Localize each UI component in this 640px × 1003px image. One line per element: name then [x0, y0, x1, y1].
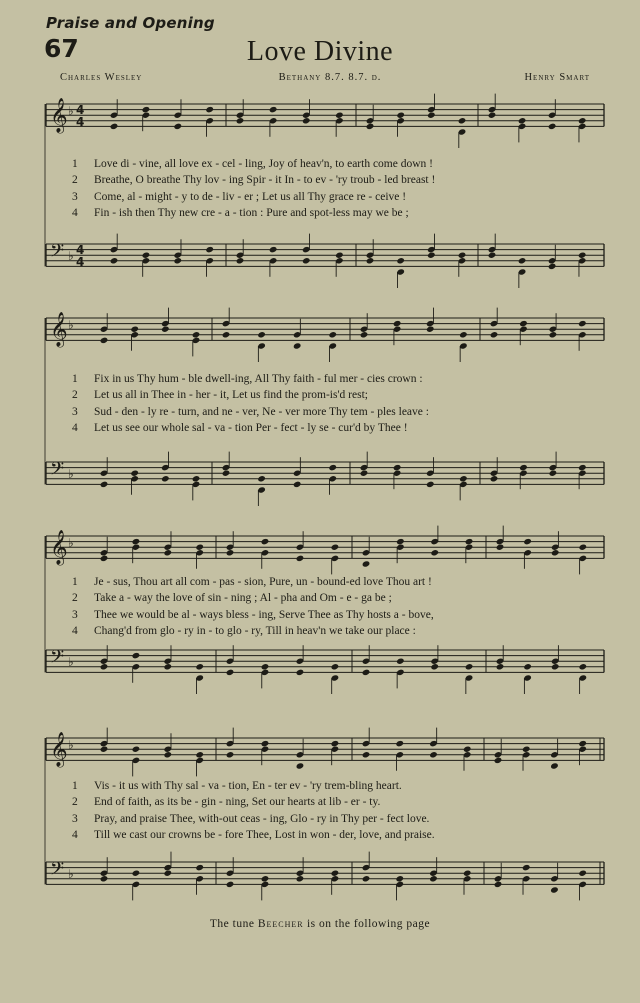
note-head: [331, 740, 340, 747]
note-head: [331, 544, 340, 551]
flat-icon: ♭: [68, 318, 74, 332]
lyric-text: Till we cast our crowns be - fore Thee, Lost in won - der, love, and praise.: [94, 828, 435, 841]
hymn-title: Love Divine: [246, 36, 394, 67]
note-head: [523, 663, 532, 670]
verse-number: 1: [72, 780, 78, 792]
note-head: [519, 464, 528, 471]
note-head: [335, 112, 344, 119]
note-head: [226, 549, 235, 556]
lyric-text: Chang'd from glo - ry in - to glo - ry, Till in heav'n we take our place :: [94, 624, 416, 637]
lyric-text: Breathe, O breathe Thy lov - ing Spir - it In - to ev - 'ry troub - led breast !: [94, 174, 436, 187]
note-head: [164, 751, 173, 758]
note-head: [396, 112, 405, 119]
lyric-line: [72, 389, 602, 405]
note-head: [195, 544, 204, 551]
note-head: [496, 544, 505, 551]
note-head: [579, 544, 588, 551]
note-head: [426, 481, 435, 488]
verse-number: 2: [72, 796, 78, 809]
verse-number: 3: [72, 812, 78, 825]
note-head: [195, 663, 204, 670]
lyric-line: [72, 207, 602, 223]
note-head: [427, 112, 436, 119]
note-head: [488, 112, 497, 119]
note-head: [110, 123, 119, 130]
lyric-line: [72, 422, 602, 438]
note-head: [328, 331, 337, 338]
note-head: [488, 252, 497, 259]
note-head: [548, 123, 557, 130]
note-head: [205, 106, 214, 113]
note-head: [142, 252, 151, 259]
note-head: [331, 663, 340, 670]
lyrics-system-1: [72, 158, 602, 223]
lyric-text: Pray, and praise Thee, with-out ceas - ing, Glo - ry in Thy per - fect love.: [94, 812, 430, 825]
note-head: [426, 326, 435, 333]
treble-clef-icon: 𝄞: [50, 98, 68, 133]
note-head: [463, 746, 472, 753]
note-head: [293, 481, 302, 488]
note-head: [261, 663, 270, 670]
note-head: [430, 663, 439, 670]
note-head: [551, 663, 560, 670]
note-head: [366, 123, 375, 130]
note-head: [396, 658, 405, 665]
note-head: [548, 263, 557, 270]
note-head: [551, 549, 560, 556]
note-head: [429, 875, 438, 882]
note-head: [100, 746, 109, 753]
note-head: [578, 870, 587, 877]
note-head: [192, 475, 201, 482]
note-head: [142, 106, 151, 113]
note-head: [578, 252, 587, 259]
note-head: [549, 331, 558, 338]
lyric-line: [72, 191, 602, 207]
note-head: [222, 331, 231, 338]
verse-number: 3: [72, 608, 78, 621]
note-head: [161, 326, 170, 333]
note-head: [393, 320, 402, 327]
note-head: [100, 555, 109, 562]
note-head: [236, 117, 245, 124]
lyric-line: [72, 829, 602, 845]
verse-number: 4: [72, 206, 78, 219]
footer-pre: The tune: [209, 918, 255, 930]
lyric-text: Je - sus, Thou art all com - pas - sion, Pure, un - bound-ed love Thou art !: [94, 576, 432, 588]
note-head: [427, 252, 436, 259]
note-head: [236, 257, 245, 264]
lyric-line: [72, 625, 602, 641]
note-head: [360, 331, 369, 338]
verse-number: 2: [72, 174, 78, 187]
note-head: [518, 117, 527, 124]
note-head: [465, 663, 474, 670]
flat-icon: ♭: [68, 467, 74, 481]
note-head: [490, 475, 499, 482]
lyric-text: Let us see our whole sal - va - tion Per - fect - ly se - cur'd by Thee !: [94, 421, 408, 434]
lyric-line: [72, 158, 602, 174]
note-head: [362, 751, 371, 758]
verse-number: 1: [72, 373, 78, 385]
footer-tune-name: Beecher: [257, 918, 304, 930]
note-head: [494, 881, 503, 888]
note-head: [335, 252, 344, 259]
flat-icon: ♭: [68, 655, 74, 669]
lyric-text: Fix in us Thy hum - ble dwell-ing, All Thy faith - ful mer - cies crown :: [94, 373, 423, 385]
note-head: [522, 864, 531, 871]
note-head: [331, 870, 340, 877]
time-signature-bottom: 4: [76, 255, 85, 269]
footer-post: is on the following page: [306, 918, 431, 930]
note-head: [429, 751, 438, 758]
note-head: [132, 746, 141, 753]
hymn-number: 67: [44, 34, 79, 63]
verse-number: 3: [72, 190, 78, 203]
note-head: [174, 257, 183, 264]
lyric-text: Vis - it us with Thy sal - va - tion, En - ter ev - 'ry trem-bling heart.: [94, 780, 402, 792]
note-head: [578, 320, 587, 327]
note-head: [269, 106, 278, 113]
note-head: [164, 663, 173, 670]
lyric-line: [72, 780, 602, 796]
lyric-line: [72, 174, 602, 190]
note-head: [490, 331, 499, 338]
treble-clef-icon: 𝄞: [50, 732, 68, 767]
treble-clef-icon: 𝄞: [50, 530, 68, 565]
note-head: [192, 331, 201, 338]
author-credit: Charles Wesley: [60, 72, 143, 83]
note-head: [362, 560, 371, 567]
flat-icon: ♭: [68, 536, 74, 550]
note-head: [578, 117, 587, 124]
lyric-text: Fin - ish then Thy new cre - a - tion : Pure and spot-less may we be ;: [94, 206, 409, 219]
note-head: [518, 257, 527, 264]
note-head: [205, 246, 214, 253]
lyrics-system-2: [72, 373, 602, 438]
lyric-line: [72, 609, 602, 625]
note-head: [519, 320, 528, 327]
bass-clef-icon: 𝄢: [50, 241, 65, 266]
note-head: [360, 470, 369, 477]
note-head: [100, 481, 109, 488]
lyric-text: Love di - vine, all love ex - cel - ling, Joy of heav'n, to earth come down !: [94, 158, 433, 170]
lyric-text: Thee we would be al - ways bless - ing, Serve Thee as Thy hosts a - bove,: [94, 608, 434, 621]
lyric-line: [72, 592, 602, 608]
verse-number: 2: [72, 592, 78, 605]
verse-number: 4: [72, 624, 78, 637]
note-head: [459, 331, 468, 338]
note-head: [261, 740, 270, 747]
note-head: [222, 470, 231, 477]
lyric-text: Take a - way the love of sin - ning ; Al - pha and Om - e - ga be ;: [94, 592, 392, 605]
note-head: [261, 875, 270, 882]
note-head: [132, 538, 141, 545]
lyric-line: [72, 576, 602, 592]
note-head: [463, 870, 472, 877]
note-head: [257, 331, 266, 338]
note-head: [458, 117, 467, 124]
lyric-line: [72, 406, 602, 422]
note-head: [465, 538, 474, 545]
note-head: [269, 246, 278, 253]
lyric-text: End of faith, as its be - gin - ning, Set our hearts at lib - er - ty.: [94, 796, 381, 809]
note-head: [195, 864, 204, 871]
note-head: [100, 875, 109, 882]
note-head: [174, 123, 183, 130]
note-head: [164, 549, 173, 556]
note-head: [396, 538, 405, 545]
note-head: [328, 464, 337, 471]
verse-number: 4: [72, 828, 78, 841]
note-head: [430, 549, 439, 556]
footer-note: [0, 918, 640, 930]
note-head: [302, 257, 311, 264]
note-head: [578, 740, 587, 747]
note-head: [549, 470, 558, 477]
note-head: [578, 464, 587, 471]
note-head: [261, 538, 270, 545]
verse-number: 1: [72, 158, 78, 170]
verse-number: 2: [72, 389, 78, 402]
lyric-text: Let us all in Thee in - her - it, Let us find the prom-is'd rest;: [94, 389, 368, 402]
note-head: [296, 669, 305, 676]
note-head: [226, 751, 235, 758]
note-head: [130, 470, 139, 477]
note-head: [362, 669, 371, 676]
lyric-text: Come, al - might - y to de - liv - er ; Let us all Thy grace re - ceive !: [94, 190, 407, 203]
note-head: [302, 117, 311, 124]
note-head: [523, 538, 532, 545]
composer-credit: Henry Smart: [524, 72, 590, 83]
note-head: [100, 663, 109, 670]
note-head: [494, 757, 503, 764]
note-head: [393, 464, 402, 471]
note-head: [226, 669, 235, 676]
note-head: [395, 875, 404, 882]
verse-number: 4: [72, 421, 78, 434]
lyrics-system-3: [72, 576, 602, 641]
flat-icon: ♭: [68, 738, 74, 752]
note-head: [522, 746, 531, 753]
flat-icon: ♭: [68, 249, 74, 263]
section-heading: Praise and Opening: [46, 14, 215, 32]
note-head: [296, 555, 305, 562]
note-head: [257, 475, 266, 482]
note-head: [293, 342, 302, 349]
time-signature-top: 4: [76, 243, 85, 257]
verse-number: 3: [72, 405, 78, 418]
note-head: [395, 740, 404, 747]
lyric-line: [72, 373, 602, 389]
bass-clef-icon: 𝄢: [50, 647, 65, 672]
treble-clef-icon: 𝄞: [50, 312, 68, 347]
time-signature-bottom: 4: [76, 115, 85, 129]
time-signature-top: 4: [76, 103, 85, 117]
note-head: [579, 663, 588, 670]
flat-icon: ♭: [68, 867, 74, 881]
bass-clef-icon: 𝄢: [50, 459, 65, 484]
note-head: [396, 257, 405, 264]
note-head: [458, 252, 467, 259]
note-head: [132, 652, 141, 659]
flat-icon: ♭: [68, 104, 74, 118]
note-head: [550, 886, 559, 893]
lyrics-system-4: [72, 780, 602, 845]
note-head: [366, 257, 375, 264]
note-head: [100, 337, 109, 344]
lyric-line: [72, 796, 602, 812]
note-head: [496, 663, 505, 670]
note-head: [459, 475, 468, 482]
note-head: [362, 875, 371, 882]
note-head: [130, 326, 139, 333]
tune-credit: Bethany 8.7. 8.7. d.: [278, 72, 382, 83]
lyric-text: Sud - den - ly re - turn, and ne - ver, Ne - ver more Thy tem - ples leave :: [94, 405, 429, 418]
note-head: [226, 881, 235, 888]
note-head: [110, 257, 119, 264]
note-head: [164, 870, 173, 877]
note-head: [132, 870, 141, 877]
lyric-line: [72, 813, 602, 829]
note-head: [296, 762, 305, 769]
bass-clef-icon: 𝄢: [50, 859, 65, 884]
note-head: [296, 875, 305, 882]
verse-number: 1: [72, 576, 78, 588]
note-head: [195, 751, 204, 758]
note-head: [550, 762, 559, 769]
note-head: [161, 475, 170, 482]
